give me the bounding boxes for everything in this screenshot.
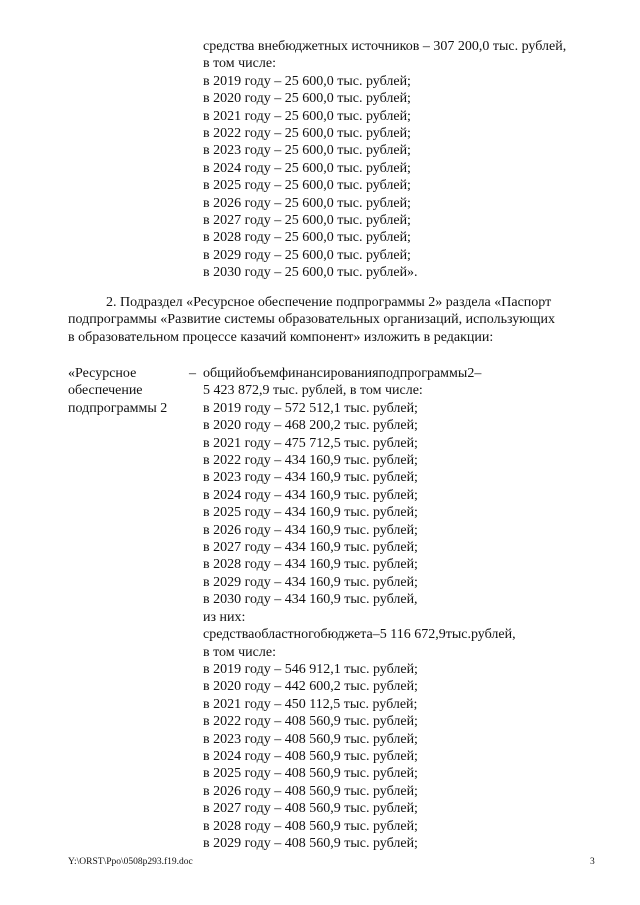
label-dash: –: [189, 366, 196, 381]
yearly-funding-line: в 2029 году – 434 160,9 тыс. рублей;: [203, 574, 418, 590]
resource-details: [203, 365, 603, 852]
regional-yearly-line: в 2020 году – 442 600,2 тыс. рублей;: [203, 679, 418, 695]
resource-label-line-1: «Ресурсное: [68, 366, 137, 381]
yearly-funding-line: в 2019 году – 572 512,1 тыс. рублей;: [203, 400, 418, 416]
regional-yearly-line: в 2021 году – 450 112,5 тыс. рублей;: [203, 696, 418, 712]
regional-yearly-line: в 2022 году – 408 560,9 тыс. рублей;: [203, 714, 418, 730]
footer-file-path: Y:\ORST\Ppo\0508p293.f19.doc: [68, 857, 193, 867]
regional-yearly-line: в 2026 году – 408 560,9 тыс. рублей;: [203, 783, 418, 799]
funding-continuation-block: [0, 38, 640, 282]
regional-in-that-number: в том числе:: [203, 644, 276, 660]
regional-budget-word: бюджета: [320, 627, 373, 643]
paragraph-line-1: 2. Подраздел «Ресурсное обеспечение подпрограммы 2» раздела «Паспорт: [106, 295, 552, 310]
total-funding-word: подпрограммы: [378, 366, 468, 381]
total-funding-word: объем: [242, 366, 279, 381]
yearly-funding-line: в 2021 году – 475 712,5 тыс. рублей;: [203, 435, 418, 451]
regional-yearly-line: в 2028 году – 408 560,9 тыс. рублей;: [203, 818, 418, 834]
yearly-funding-line: в 2026 году – 434 160,9 тыс. рублей;: [203, 522, 418, 538]
regional-budget-line: [203, 626, 598, 643]
regional-budget-word: средства: [203, 627, 255, 643]
regional-budget-word: тыс.: [445, 627, 471, 643]
yearly-funding-line: в 2020 году – 468 200,2 тыс. рублей;: [203, 418, 418, 434]
funding-line: в 2023 году – 25 600,0 тыс. рублей;: [203, 143, 411, 159]
regional-budget-word: 5 116 672,9: [379, 627, 446, 643]
funding-line: в 2029 году – 25 600,0 тыс. рублей;: [203, 247, 411, 263]
funding-line: в 2028 году – 25 600,0 тыс. рублей;: [203, 230, 411, 246]
yearly-funding-line: в 2025 году – 434 160,9 тыс. рублей;: [203, 505, 418, 521]
regional-yearly-list: [203, 661, 603, 852]
regional-budget-word: областного: [254, 627, 321, 643]
total-funding-word: 2: [467, 366, 475, 381]
resource-label: [68, 365, 167, 417]
funding-line: средства внебюджетных источников – 307 200,0 тыс. рублей,: [203, 39, 567, 54]
yearly-funding-line: в 2028 году – 434 160,9 тыс. рублей;: [203, 557, 418, 573]
funding-line: в 2027 году – 25 600,0 тыс. рублей;: [203, 213, 411, 229]
funding-line: в том числе:: [203, 56, 276, 72]
yearly-funding-line: в 2022 году – 434 160,9 тыс. рублей;: [203, 453, 418, 469]
funding-line: в 2022 году – 25 600,0 тыс. рублей;: [203, 126, 411, 142]
yearly-funding-line: из них:: [203, 609, 246, 625]
funding-line: в 2025 году – 25 600,0 тыс. рублей;: [203, 178, 411, 194]
footer-page-number: 3: [590, 857, 595, 867]
total-yearly-list: [203, 400, 603, 626]
regional-yearly-line: в 2024 году – 408 560,9 тыс. рублей;: [203, 748, 418, 764]
total-funding-word: общий: [203, 366, 243, 381]
regional-budget-word: –: [372, 627, 380, 643]
funding-line: в 2020 году – 25 600,0 тыс. рублей;: [203, 91, 411, 107]
paragraph-line-2: подпрограммы «Развитие системы образовательных организаций, использующих: [68, 312, 555, 328]
resource-label-line-2: обеспечение: [68, 383, 143, 399]
funding-line: в 2019 году – 25 600,0 тыс. рублей;: [203, 73, 411, 89]
regional-yearly-line: в 2025 году – 408 560,9 тыс. рублей;: [203, 766, 418, 782]
resource-label-line-3: подпрограммы 2: [68, 400, 168, 416]
total-funding-word: –: [474, 366, 482, 381]
regional-yearly-line: в 2029 году – 408 560,9 тыс. рублей;: [203, 835, 418, 851]
amendment-paragraph: [68, 294, 596, 346]
yearly-funding-line: в 2023 году – 434 160,9 тыс. рублей;: [203, 470, 418, 486]
total-funding-line: [203, 365, 598, 382]
regional-yearly-line: в 2019 году – 546 912,1 тыс. рублей;: [203, 661, 418, 677]
regional-yearly-line: в 2027 году – 408 560,9 тыс. рублей;: [203, 801, 418, 817]
total-funding-word: финансирования: [278, 366, 379, 381]
total-funding-amount: 5 423 872,9 тыс. рублей, в том числе:: [203, 383, 423, 399]
funding-line: в 2030 году – 25 600,0 тыс. рублей».: [203, 265, 418, 281]
funding-line: в 2021 году – 25 600,0 тыс. рублей;: [203, 108, 411, 124]
yearly-funding-line: в 2024 году – 434 160,9 тыс. рублей;: [203, 487, 418, 503]
regional-yearly-line: в 2023 году – 408 560,9 тыс. рублей;: [203, 731, 418, 747]
yearly-funding-line: в 2030 году – 434 160,9 тыс. рублей,: [203, 592, 418, 608]
yearly-funding-line: в 2027 году – 434 160,9 тыс. рублей;: [203, 540, 418, 556]
funding-line: в 2024 году – 25 600,0 тыс. рублей;: [203, 160, 411, 176]
regional-budget-word: рублей,: [470, 627, 516, 643]
funding-line: в 2026 году – 25 600,0 тыс. рублей;: [203, 195, 411, 211]
paragraph-line-3: в образовательном процессе казачий компонент» изложить в редакции:: [68, 329, 494, 345]
